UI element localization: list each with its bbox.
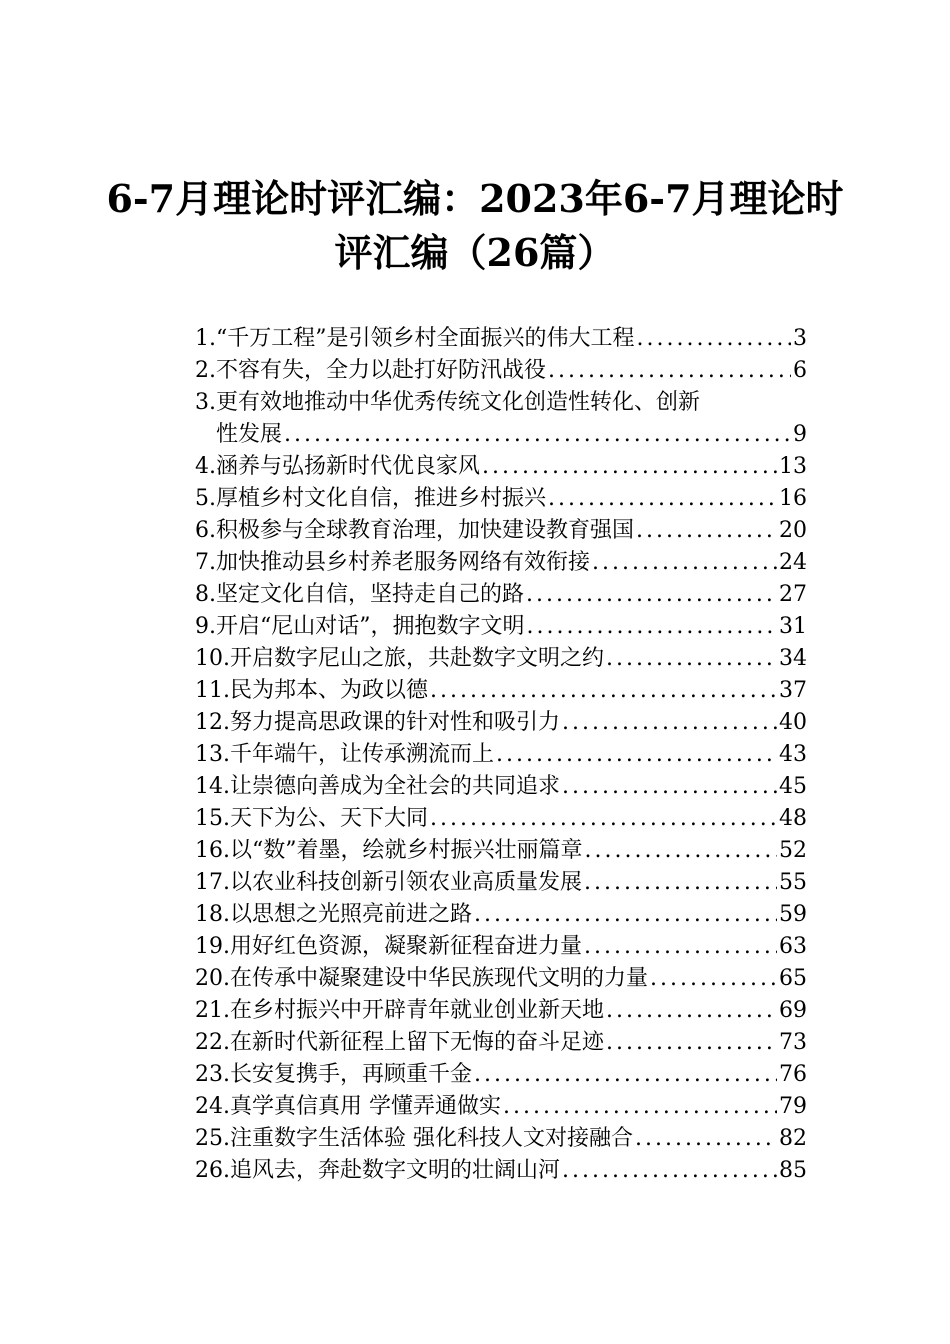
toc-entry-title: 以“数”着墨，绘就乡村振兴壮丽篇章 (230, 838, 583, 863)
toc-entry-title: 在传承中凝聚建设中华民族现代文明的力量 (230, 966, 649, 991)
toc-leader-dots (636, 515, 777, 547)
toc-entry-number: 22. (195, 1030, 230, 1055)
toc-leader-dots (650, 963, 777, 995)
title-line-1: 6-7月理论时评汇编：2023年6-7月理论时 (106, 176, 844, 221)
toc-leader-dots (526, 579, 777, 611)
toc-entry[interactable] (195, 1027, 807, 1059)
toc-entry[interactable] (195, 931, 807, 963)
toc-entry-page: 59 (779, 902, 807, 927)
toc-leader-dots (527, 611, 778, 643)
toc-entry-title: 积极参与全球教育治理，加快建设教育强国 (216, 518, 635, 543)
toc-entry-title: 加快推动县乡村养老服务网络有效衔接 (216, 550, 591, 575)
toc-entry-page: 27 (779, 582, 807, 607)
toc-leader-dots (496, 739, 777, 771)
toc-entry-title: 长安复携手，再顾重千金 (230, 1062, 473, 1087)
toc-entry-number: 13. (195, 742, 230, 767)
toc-entry-number: 25. (195, 1126, 230, 1151)
toc-leader-dots (606, 1027, 777, 1059)
toc-entry-page: 76 (779, 1062, 807, 1087)
toc-entry-page: 6 (793, 358, 807, 383)
toc-entry-title: 天下为公、天下大同 (230, 806, 429, 831)
toc-leader-dots (474, 1059, 777, 1091)
toc-entry-number: 1. (195, 326, 216, 351)
toc-leader-dots (584, 931, 777, 963)
toc-entry[interactable] (195, 483, 807, 515)
toc-leader-dots (562, 771, 777, 803)
toc-leader-dots (548, 355, 791, 387)
toc-entry-title: 千年端午，让传承溯流而上 (230, 742, 495, 767)
toc-entry-title: 不容有失，全力以赴打好防汛战役 (216, 358, 547, 383)
toc-entry-title: 坚定文化自信，坚持走自己的路 (216, 582, 525, 607)
toc-entry[interactable] (195, 995, 807, 1027)
toc-entry[interactable] (195, 771, 807, 803)
toc-entry-title: 开启“尼山对话”，拥抱数字文明 (216, 614, 525, 639)
toc-entry-number: 3. (195, 390, 216, 415)
toc-entry-title: 让崇德向善成为全社会的共同追求 (230, 774, 561, 799)
toc-entry-number: 2. (195, 358, 216, 383)
toc-leader-dots (284, 419, 791, 451)
toc-entry-number: 19. (195, 934, 230, 959)
toc-entry[interactable] (195, 643, 807, 675)
toc-leader-dots (562, 1155, 777, 1187)
toc-entry-page: 69 (779, 998, 807, 1023)
toc-entry-page: 3 (793, 326, 807, 351)
document-title (60, 172, 890, 280)
toc-entry-page: 85 (779, 1158, 807, 1183)
toc-entry[interactable] (195, 867, 807, 899)
toc-entry[interactable] (195, 579, 807, 611)
toc-leader-dots (585, 835, 778, 867)
toc-leader-dots (635, 1123, 777, 1155)
toc-entry-page: 48 (779, 806, 807, 831)
toc-entry-number: 9. (195, 614, 216, 639)
toc-entry-number: 20. (195, 966, 230, 991)
toc-entry-title: 以农业科技创新引领农业高质量发展 (230, 870, 583, 895)
toc-entry-page: 37 (779, 678, 807, 703)
toc-entry-number: 5. (195, 486, 216, 511)
toc-entry-title: 民为邦本、为政以德 (230, 678, 429, 703)
table-of-contents (195, 323, 807, 1187)
toc-entry-page: 40 (779, 710, 807, 735)
toc-entry-number: 4. (195, 454, 216, 479)
toc-leader-dots (430, 803, 777, 835)
toc-leader-dots (548, 483, 777, 515)
toc-entry-page: 24 (779, 550, 807, 575)
toc-entry-title: 厚植乡村文化自信，推进乡村振兴 (216, 486, 547, 511)
toc-entry[interactable] (195, 323, 807, 355)
toc-entry-number: 14. (195, 774, 230, 799)
title-line-2: 评汇编（26篇） (334, 230, 616, 275)
toc-entry-title: 涵养与弘扬新时代优良家风 (216, 454, 481, 479)
toc-entry-title: 真学真信真用 学懂弄通做实 (230, 1094, 501, 1119)
toc-entry-page: 34 (779, 646, 807, 671)
toc-entry-number: 7. (195, 550, 216, 575)
toc-entry-number: 23. (195, 1062, 230, 1087)
toc-entry-title: 开启数字尼山之旅，共赴数字文明之约 (230, 646, 605, 671)
toc-entry[interactable] (195, 451, 807, 483)
toc-entry-page: 79 (779, 1094, 807, 1119)
toc-entry-title: 注重数字生活体验 强化科技人文对接融合 (230, 1126, 633, 1151)
toc-entry[interactable] (195, 1091, 807, 1123)
toc-leader-dots (503, 1091, 777, 1123)
toc-entry[interactable] (195, 387, 807, 451)
toc-entry[interactable] (195, 899, 807, 931)
toc-entry-page: 52 (779, 838, 807, 863)
toc-entry-number: 15. (195, 806, 230, 831)
toc-leader-dots (482, 451, 777, 483)
toc-entry-number: 24. (195, 1094, 230, 1119)
toc-entry[interactable] (195, 547, 807, 579)
toc-leader-dots (606, 995, 777, 1027)
toc-leader-dots (562, 707, 777, 739)
toc-entry-title: 在乡村振兴中开辟青年就业创业新天地 (230, 998, 605, 1023)
toc-entry[interactable] (195, 1155, 807, 1187)
toc-entry[interactable] (195, 1123, 807, 1155)
toc-entry-title: 追风去，奔赴数字文明的壮阔山河 (230, 1158, 561, 1183)
toc-entry-number: 26. (195, 1158, 230, 1183)
toc-leader-dots (584, 867, 777, 899)
toc-entry-number: 12. (195, 710, 230, 735)
toc-entry-number: 17. (195, 870, 230, 895)
toc-leader-dots (606, 643, 777, 675)
toc-entry[interactable] (195, 963, 807, 995)
toc-entry-page: 45 (779, 774, 807, 799)
toc-entry-number: 8. (195, 582, 216, 607)
toc-entry-title: 在新时代新征程上留下无悔的奋斗足迹 (230, 1030, 605, 1055)
toc-entry-title: “千万工程”是引领乡村全面振兴的伟大工程 (216, 326, 635, 351)
toc-entry[interactable] (195, 835, 807, 867)
toc-entry-title: 用好红色资源，凝聚新征程奋进力量 (230, 934, 583, 959)
toc-entry-page: 65 (779, 966, 807, 991)
toc-entry-page: 9 (793, 422, 807, 447)
toc-entry[interactable] (195, 675, 807, 707)
toc-entry-page: 20 (779, 518, 807, 543)
toc-leader-dots (592, 547, 777, 579)
toc-entry[interactable] (195, 707, 807, 739)
toc-entry-number: 6. (195, 518, 216, 543)
toc-entry-page: 31 (779, 614, 807, 639)
toc-entry-page: 13 (779, 454, 807, 479)
toc-entry-page: 82 (779, 1126, 807, 1151)
toc-entry-page: 43 (779, 742, 807, 767)
toc-entry-number: 18. (195, 902, 230, 927)
toc-entry-page: 63 (779, 934, 807, 959)
toc-entry-page: 55 (779, 870, 807, 895)
toc-entry[interactable] (195, 803, 807, 835)
toc-entry-page: 16 (779, 486, 807, 511)
toc-entry[interactable] (195, 515, 807, 547)
toc-leader-dots (637, 323, 792, 355)
toc-entry[interactable] (195, 1059, 807, 1091)
toc-entry-title: 努力提高思政课的针对性和吸引力 (230, 710, 561, 735)
toc-leader-dots (474, 899, 777, 931)
toc-entry-title: 以思想之光照亮前进之路 (230, 902, 473, 927)
toc-entry-number: 16. (195, 838, 230, 863)
toc-entry-number: 10. (195, 646, 230, 671)
toc-entry[interactable] (195, 739, 807, 771)
toc-entry-number: 11. (195, 678, 230, 703)
toc-entry-number: 21. (195, 998, 230, 1023)
toc-entry-title: 更有效地推动中华优秀传统文化创造性转化、创新 (216, 390, 701, 415)
toc-entry-page: 73 (779, 1030, 807, 1055)
toc-entry[interactable] (195, 611, 807, 643)
toc-entry[interactable] (195, 355, 807, 387)
toc-entry-title-continued: 性发展 (216, 422, 283, 447)
toc-leader-dots (430, 675, 777, 707)
